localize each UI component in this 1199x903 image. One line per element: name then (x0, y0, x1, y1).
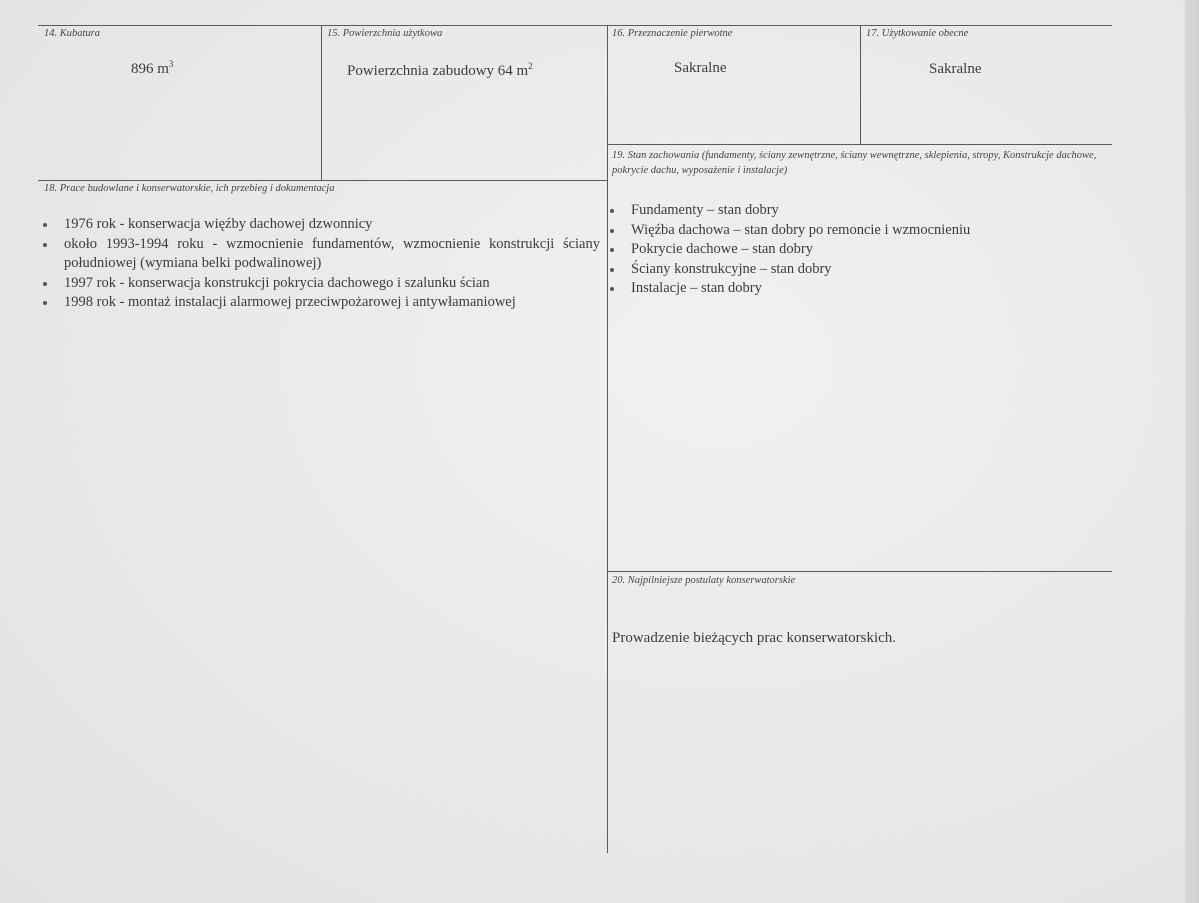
list-item: 1976 rok - konserwacja więźby dachowej dzwonnicy (38, 215, 600, 235)
field-15-unit-exponent: 2 (528, 61, 533, 71)
field-15-label: 15. Powierzchnia użytkowa (327, 28, 443, 39)
list-item: Więźba dachowa – stan dobry po remoncie i wzmocnieniu (605, 221, 1105, 241)
divider-left-right (607, 25, 608, 853)
list-item: Pokrycie dachowe – stan dobry (605, 240, 1105, 260)
list-item: około 1993-1994 roku - wzmocnienie fundamentów, wzmocnienie konstrukcji ściany południowej (wymiana belki podwalinowej) (38, 235, 600, 274)
list-item: 1998 rok - montaż instalacji alarmowej przeciwpożarowej i antywłamaniowej (38, 293, 600, 313)
field-20-label: 20. Najpilniejsze postulaty konserwatorskie (612, 575, 796, 586)
field-14-label: 14. Kubatura (44, 28, 101, 39)
rule-above-20 (607, 571, 1112, 572)
field-14-text: 896 m (131, 61, 169, 77)
field-20-value: Prowadzenie bieżących prac konserwatorskich. (612, 630, 897, 646)
list-item: Instalacje – stan dobry (605, 279, 1105, 299)
list-item: 1997 rok - konserwacja konstrukcji pokrycia dachowego i szalunku ścian (38, 274, 600, 294)
field-17-label: 17. Użytkowanie obecne (866, 28, 969, 39)
field-15-value (347, 61, 533, 80)
field-17-value: Sakralne (929, 61, 982, 77)
field-16-value: Sakralne (674, 60, 727, 76)
paper-edge (1185, 0, 1199, 903)
field-14-unit-exponent: 3 (168, 59, 174, 69)
top-rule (38, 25, 1112, 26)
list-item: Fundamenty – stan dobry (605, 201, 1105, 221)
field-16-label: 16. Przeznaczenie pierwotne (612, 28, 733, 39)
divider-16-17 (860, 25, 861, 145)
field-15-text: Powierzchnia zabudowy 64 m (347, 63, 529, 79)
field-18-label: 18. Prace budowlane i konserwatorskie, ich przebieg i dokumentacja (44, 183, 335, 194)
field-14-value (131, 59, 173, 78)
rule-above-18 (38, 180, 608, 181)
field-19-label: 19. Stan zachowania (fundamenty, ściany zewnętrzne, ściany wewnętrzne, sklepienia, stropy, Konstrukcje dachowe, pokrycie dachu, wyposażenie i instalacje) (612, 150, 1097, 176)
field-19-list (605, 201, 1105, 299)
list-item: Ściany konstrukcyjne – stan dobry (605, 260, 1105, 280)
divider-14-15 (321, 25, 322, 181)
field-18-list (38, 215, 600, 313)
